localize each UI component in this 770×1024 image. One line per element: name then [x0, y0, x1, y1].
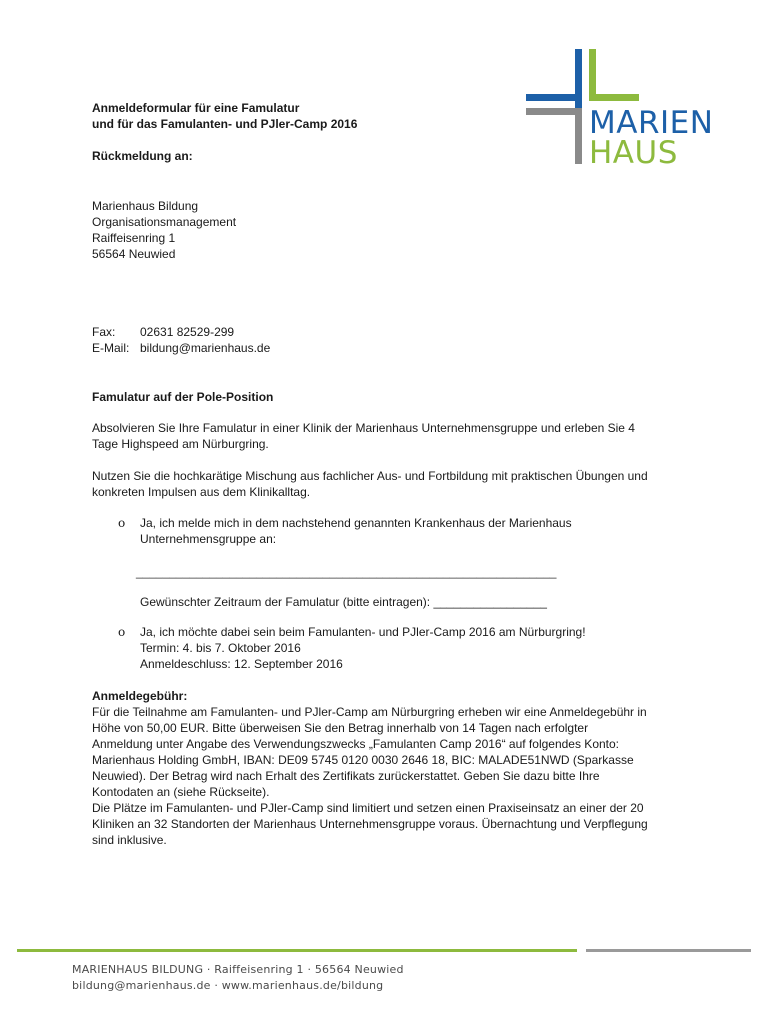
fax-row: [92, 324, 270, 340]
fee-line: Marienhaus Holding GmbH, IBAN: DE09 5745 0120 0030 2646 18, BIC: MALADE51NWD (Sparkasse: [92, 753, 634, 767]
option1-radio-icon[interactable]: o: [118, 516, 126, 530]
option1-text: Ja, ich melde mich in dem nachstehend genannten Krankenhaus der Marienhaus: [140, 516, 572, 530]
fee-line: Kliniken an 32 Standorten der Marienhaus Unternehmensgruppe voraus. Übernachtung und Verpflegung: [92, 817, 648, 831]
para2-line-2: konkreten Impulsen aus dem Klinikalltag.: [92, 485, 311, 499]
footer-divider-green: [17, 949, 577, 952]
logo-text-haus: HAUS: [589, 135, 678, 171]
fax-label: Fax:: [92, 325, 116, 339]
fax-value: 02631 82529-299: [140, 325, 235, 339]
hospital-input-line[interactable]: _______________________________________________________________: [136, 565, 557, 579]
option1-line-2: Unternehmensgruppe an:: [140, 532, 277, 546]
option1-line-1: [118, 515, 572, 531]
option2-line-1: [118, 624, 586, 640]
form-title: [92, 100, 357, 164]
marienhaus-logo: [520, 44, 730, 172]
fee-line: Für die Teilnahme am Famulanten- und PJler-Camp am Nürburgring erheben wir eine Anmeldegebühr in: [92, 705, 647, 719]
fee-section: [92, 688, 712, 848]
contact-block: [92, 324, 270, 356]
email-value[interactable]: bildung@marienhaus.de: [140, 341, 271, 355]
logo-text-marien: MARIEN: [589, 105, 714, 141]
email-row: [92, 340, 270, 356]
address-line-2: Organisationsmanagement: [92, 215, 237, 229]
para1-line-2: Tage Highspeed am Nürburgring.: [92, 437, 269, 451]
section-heading: Famulatur auf der Pole-Position: [92, 390, 274, 404]
footer-links[interactable]: bildung@marienhaus.de · www.marienhaus.de/bildung: [72, 979, 384, 992]
intro-paragraph-2: [92, 468, 704, 500]
option2-dates: [140, 640, 343, 672]
option-camp[interactable]: [118, 624, 586, 640]
address-line-4: 56564 Neuwied: [92, 247, 176, 261]
footer-divider-gray: [586, 949, 751, 952]
title-line-1: Anmeldeformular für eine Famulatur: [92, 101, 300, 115]
address-block: [92, 198, 236, 262]
fee-line: Die Plätze im Famulanten- und PJler-Camp sind limitiert und setzen einen Praxiseinsatz an einer der 20: [92, 801, 644, 815]
email-label: E-Mail:: [92, 341, 130, 355]
camp-date: Termin: 4. bis 7. Oktober 2016: [140, 641, 301, 655]
option2-radio-icon[interactable]: o: [118, 625, 126, 639]
intro-paragraph-1: [92, 420, 704, 452]
period-field[interactable]: Gewünschter Zeitraum der Famulatur (bitte eintragen): _________________: [140, 595, 547, 609]
fee-line: Höhe von 50,00 EUR. Bitte überweisen Sie den Betrag innerhalb von 14 Tagen nach erfolgter: [92, 721, 589, 735]
para2-line-1: Nutzen Sie die hochkarätige Mischung aus fachlicher Aus- und Fortbildung mit praktischen Übungen und: [92, 469, 648, 483]
title-line-2: und für das Famulanten- und PJler-Camp 2016: [92, 117, 358, 131]
address-line-3: Raiffeisenring 1: [92, 231, 176, 245]
fee-heading: Anmeldegebühr:: [92, 689, 188, 703]
fee-line: Neuwied). Der Betrag wird nach Erhalt des Zertifikats zurückerstattet. Geben Sie dazu bitte Ihre: [92, 769, 600, 783]
footer: [72, 962, 404, 994]
para1-line-1: Absolvieren Sie Ihre Famulatur in einer Klinik der Marienhaus Unternehmensgruppe und erleben Sie 4: [92, 421, 635, 435]
option2-text: Ja, ich möchte dabei sein beim Famulanten- und PJler-Camp 2016 am Nürburgring!: [140, 625, 586, 639]
footer-address: MARIENHAUS BILDUNG · Raiffeisenring 1 · 56564 Neuwied: [72, 963, 404, 976]
reply-to-label: Rückmeldung an:: [92, 149, 193, 163]
option-famulatur[interactable]: [118, 515, 572, 531]
registration-deadline: Anmeldeschluss: 12. September 2016: [140, 657, 343, 671]
fee-line: sind inklusive.: [92, 833, 167, 847]
fee-line: Anmeldung unter Angabe des Verwendungszwecks „Famulanten Camp 2016“ auf folgendes Konto:: [92, 737, 620, 751]
address-line-1: Marienhaus Bildung: [92, 199, 199, 213]
fee-line: Kontodaten an (siehe Rückseite).: [92, 785, 270, 799]
